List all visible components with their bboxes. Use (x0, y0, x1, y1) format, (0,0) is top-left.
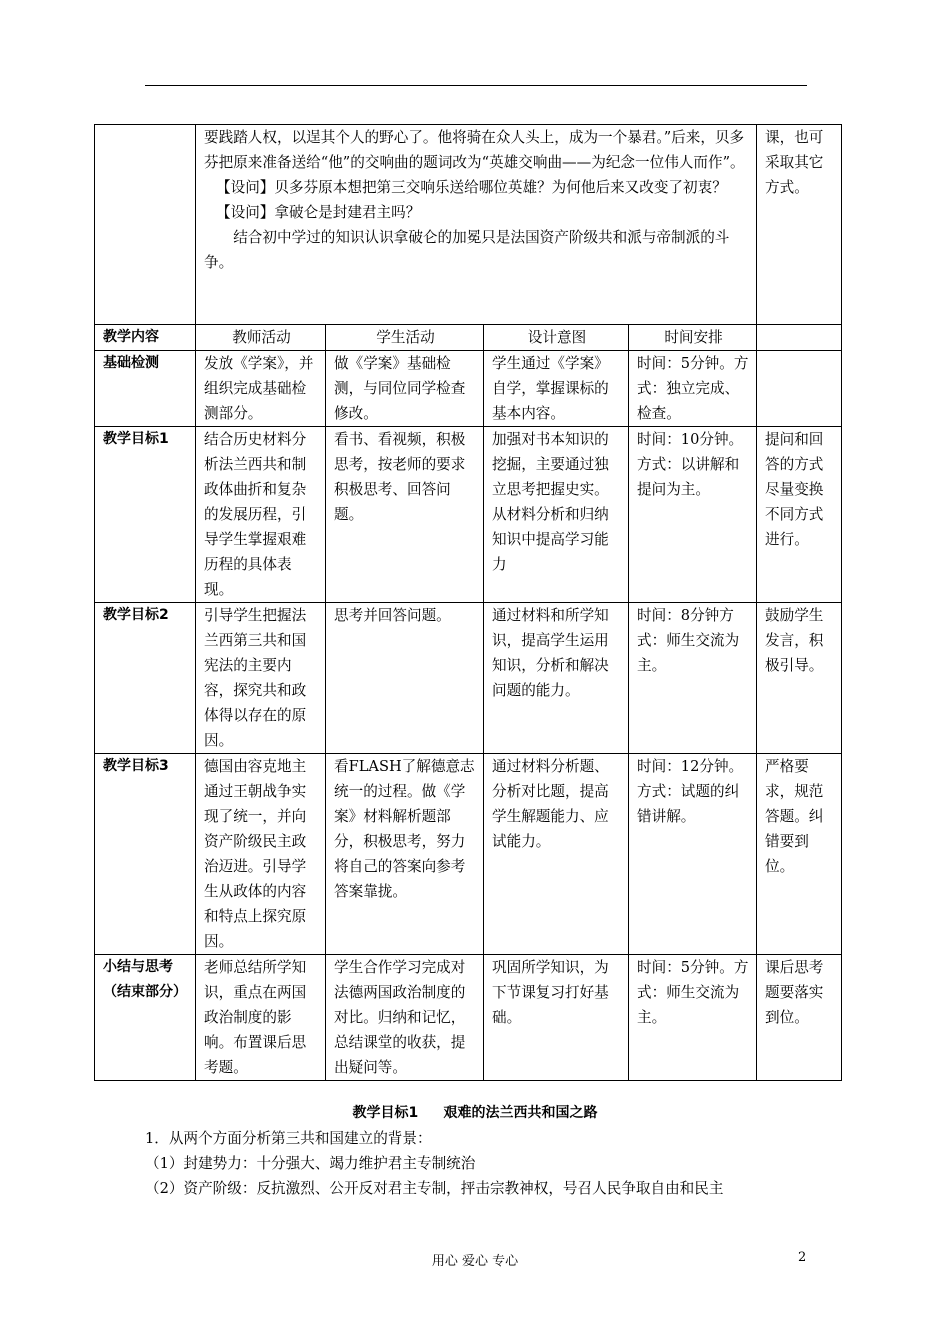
page-footer: 用心 爱心 专心 (431, 1254, 519, 1269)
row-note: 提问和回答的方式尽量变换不同方式进行。 (757, 427, 842, 603)
header-intent: 设计意图 (484, 325, 629, 351)
intro-blank-cell (95, 125, 196, 325)
section-heading (0, 1102, 950, 1124)
intro-conclusion: 结合初中学过的知识认识拿破仑的加冕只是法国资产阶级共和派与帝制派的斗争。 (204, 229, 730, 271)
header-time: 时间安排 (629, 325, 757, 351)
section-label: 教学目标1 (352, 1105, 419, 1121)
row-teacher: 发放《学案》，并组织完成基础检测部分。 (196, 351, 326, 427)
row-note: 课后思考题要落实到位。 (757, 955, 842, 1081)
row-student: 思考并回答问题。 (326, 603, 484, 754)
table-row (95, 603, 842, 754)
question-2: 【设问】拿破仑是封建君主吗？ (216, 204, 421, 221)
row-time: 时间：5分钟。方式：独立完成、检查。 (629, 351, 757, 427)
row-note (757, 351, 842, 427)
row-content: 教学目标2 (95, 603, 196, 754)
row-intent: 巩固所学知识，为下节课复习打好基础。 (484, 955, 629, 1081)
row-intent: 学生通过《学案》自学，掌握课标的基本内容。 (484, 351, 629, 427)
row-content: 小结与思考（结束部分） (95, 955, 196, 1081)
row-student: 学生合作学习完成对法德两国政治制度的对比。归纳和记忆，总结课堂的收获，提出疑问等。 (326, 955, 484, 1081)
row-student: 做《学案》基础检测，与同位同学检查修改。 (326, 351, 484, 427)
header-teacher: 教师活动 (196, 325, 326, 351)
intro-note-cell: 课，也可采取其它方式。 (757, 125, 842, 325)
intro-paragraph: 要践踏人权，以逞其个人的野心了。他将骑在众人头上，成为一个暴君。”后来，贝多芬把原来准备送给“他”的交响曲的题词改为“英雄交响曲——为纪念一位伟人而作”。 (204, 129, 745, 171)
intro-row (95, 125, 842, 325)
header-content: 教学内容 (95, 325, 196, 351)
question-1: 【设问】贝多芬原本想把第三交响乐送给哪位英雄？为何他后来又改变了初衷？ (216, 179, 727, 196)
intro-text-cell (196, 125, 757, 325)
row-intent: 通过材料和所学知识，提高学生运用知识，分析和解决问题的能力。 (484, 603, 629, 754)
row-time: 时间：12分钟。方式：试题的纠错讲解。 (629, 754, 757, 955)
row-teacher: 引导学生把握法兰西第三共和国宪法的主要内容，探究共和政体得以存在的原因。 (196, 603, 326, 754)
row-student: 看书、看视频，积极思考，按老师的要求积极思考、回答问题。 (326, 427, 484, 603)
outline-line-1: 1．从两个方面分析第三共和国建立的背景： (145, 1130, 432, 1147)
row-content: 教学目标3 (95, 754, 196, 955)
row-content: 教学目标1 (95, 427, 196, 603)
row-time: 时间：10分钟。方式：以讲解和提问为主。 (629, 427, 757, 603)
row-time: 时间：8分钟方式：师生交流为主。 (629, 603, 757, 754)
row-teacher: 德国由容克地主通过王朝战争实现了统一，并向资产阶级民主政治迈进。引导学生从政体的内容和特点上探究原因。 (196, 754, 326, 955)
row-intent: 加强对书本知识的挖掘，主要通过独立思考把握史实。从材料分析和归纳知识中提高学习能力 (484, 427, 629, 603)
table-row (95, 754, 842, 955)
row-content: 基础检测 (95, 351, 196, 427)
row-note: 严格要求，规范答题。纠错要到位。 (757, 754, 842, 955)
table-row (95, 351, 842, 427)
header-row (95, 325, 842, 351)
row-note: 鼓励学生发言，积极引导。 (757, 603, 842, 754)
row-teacher: 结合历史材料分析法兰西共和制政体曲折和复杂的发展历程，引导学生掌握艰难历程的具体表现。 (196, 427, 326, 603)
section-title: 艰难的法兰西共和国之路 (443, 1105, 598, 1121)
row-intent: 通过材料分析题、分析对比题，提高学生解题能力、应试能力。 (484, 754, 629, 955)
table-row (95, 955, 842, 1081)
row-student: 看FLASH了解德意志统一的过程。做《学案》材料解析题部分，积极思考，努力将自己的答案向参考答案靠拢。 (326, 754, 484, 955)
outline-line-3: （2）资产阶级：反抗激烈、公开反对君主专制，抨击宗教神权，号召人民争取自由和民主 (145, 1180, 724, 1197)
lesson-plan-table (94, 124, 842, 1081)
page-number: 2 (798, 1250, 807, 1265)
header-note (757, 325, 842, 351)
table-row (95, 427, 842, 603)
header-student: 学生活动 (326, 325, 484, 351)
outline-line-2: （1）封建势力：十分强大、竭力维护君主专制统治 (145, 1155, 476, 1172)
row-time: 时间：5分钟。方式：师生交流为主。 (629, 955, 757, 1081)
header-rule (145, 85, 807, 86)
row-teacher: 老师总结所学知识，重点在两国政治制度的影响。布置课后思考题。 (196, 955, 326, 1081)
